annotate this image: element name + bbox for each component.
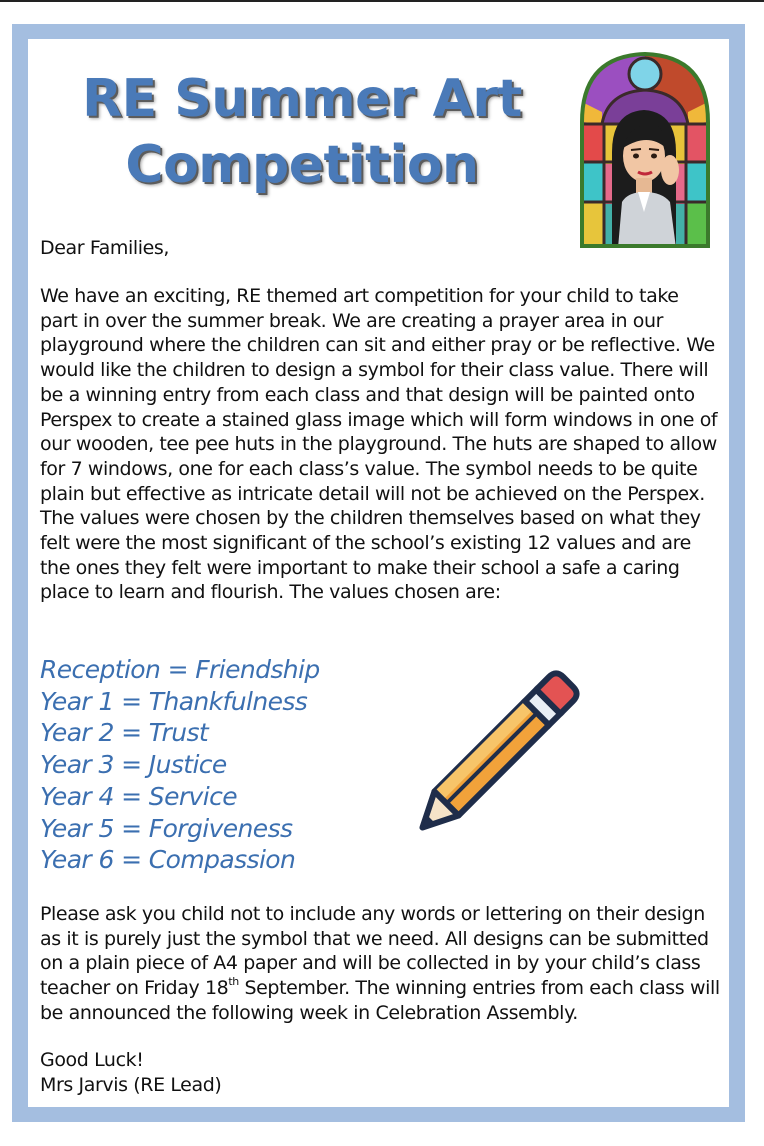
closing-paragraph [40, 902, 720, 1026]
class-values-list [40, 654, 320, 876]
page-title [62, 66, 542, 198]
pencil-icon [396, 654, 596, 854]
value-year-1: Year 1 = Thankfulness [40, 686, 308, 716]
value-reception: Reception = Friendship [40, 655, 320, 684]
stained-glass-avatar-image [578, 52, 712, 248]
value-year-2: Year 2 = Trust [40, 718, 209, 748]
value-year-5: Year 5 = Forgiveness [40, 813, 293, 843]
title-line-1: RE Summer Art [82, 69, 522, 129]
sign-off-text: Good Luck! [40, 1049, 144, 1071]
closing-text-part-2: September. The winning entries from each class will be announced the following week in Celebration Assembly. [40, 977, 720, 1024]
greeting-text: Dear Families, [40, 237, 170, 259]
value-year-3: Year 3 = Justice [40, 750, 227, 780]
signature-text: Mrs Jarvis (RE Lead) [40, 1074, 222, 1096]
top-divider-line [0, 0, 764, 2]
title-line-2: Competition [125, 135, 479, 195]
date-ordinal-suffix: th [228, 974, 239, 988]
value-year-6: Year 6 = Compassion [40, 845, 296, 875]
closing-text-part-1: Please ask you child not to include any words or lettering on their design as it is purely just the symbol that we need. All designs can be submitted on a plain piece of A4 paper and will be collected in by your child’s class teacher on Friday 18 [40, 903, 709, 1000]
intro-paragraph: We have an exciting, RE themed art competition for your child to take part in over the summer break. We are creating a prayer area in our playground where the children can sit and either pray or be reflective. We would like the children to design a symbol for their class value. There will be a winning entry from each class and that design will be painted onto Perspex to create a stained glass image which will form windows in one of our wooden, tee pee huts in the playground. The huts are shaped to allow for 7 windows, one for each class’s value. The symbol needs to be quite plain but effective as intricate detail will not be achieved on the Perspex. The values were chosen by the children themselves based on what they felt were the most significant of the school’s existing 12 values and are the ones they felt were important to make their school a safe a caring place to learn and flourish. The values chosen are: [40, 285, 718, 604]
value-year-4: Year 4 = Service [40, 781, 237, 811]
